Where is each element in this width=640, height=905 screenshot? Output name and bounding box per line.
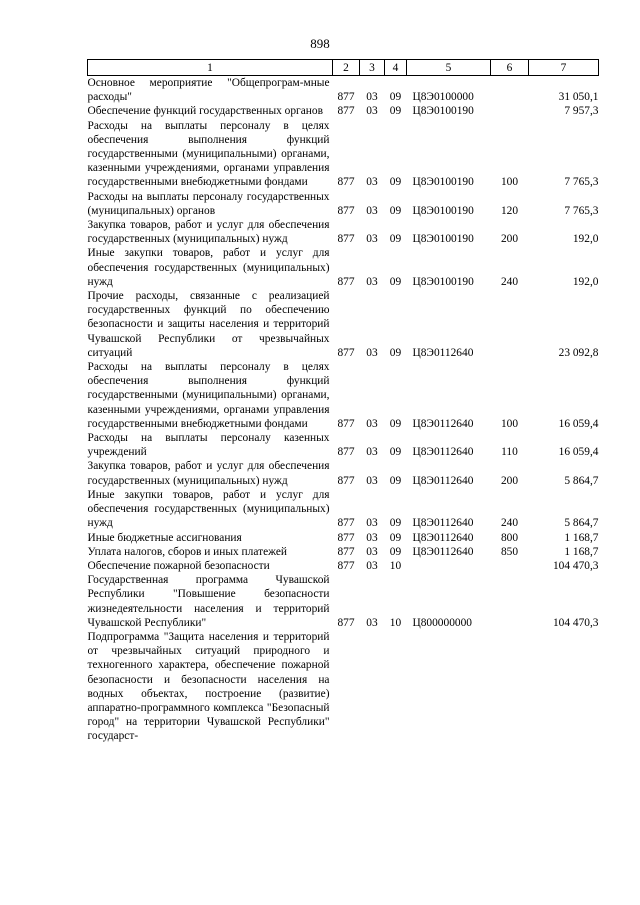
subsection-code-cell: 10 [389,559,402,572]
target-article-code-cell: Ц8Э0112640 [412,474,474,487]
table-row [88,431,599,459]
admin-code-cell: 877 [337,517,355,530]
admin-code-cell: 877 [337,105,355,118]
admin-code-cell: 877 [337,176,355,189]
target-article-code-cell [407,559,491,573]
section-code-cell: 03 [366,545,378,558]
admin-code-cell: 877 [337,417,355,430]
target-article-code-cell: Ц8Э0112640 [412,531,474,544]
page-number: 898 [310,36,330,51]
section-code-cell: 03 [366,346,378,359]
section-code-cell: 03 [366,616,378,629]
column-header: 5 [407,60,491,76]
amount-cell: 31 050,1 [558,91,599,104]
admin-code-cell: 877 [337,545,355,558]
column-header: 6 [491,60,529,76]
expense-type-code-cell [491,573,529,630]
item-name-cell: Расходы на выплаты персоналу государственных (муниципальных) органов [87,190,330,217]
expense-type-code-cell [491,630,529,744]
subsection-code-cell: 09 [389,545,402,558]
section-code-cell: 03 [366,474,378,487]
item-name-cell: Закупка товаров, работ и услуг для обеспечения государственных (муниципальных) нужд [87,460,330,487]
section-code-cell: 03 [366,91,378,104]
target-article-code-cell [407,630,491,744]
admin-code-cell: 877 [337,233,355,246]
section-code-cell: 03 [366,517,378,530]
column-header: 1 [88,60,333,76]
table-row [88,559,599,573]
table-row [88,104,599,118]
column-header: 2 [333,60,360,76]
admin-code-cell: 877 [337,616,355,629]
subsection-code-cell: 10 [389,616,402,629]
amount-cell: 7 765,3 [564,204,599,217]
section-code-cell [360,630,385,744]
amount-cell [529,630,599,744]
subsection-code-cell: 09 [389,517,402,530]
column-header: 3 [360,60,385,76]
admin-code-cell: 877 [337,346,355,359]
target-article-code-cell: Ц8Э0100190 [412,176,474,189]
expense-type-code-cell [491,289,529,360]
expense-type-code-cell: 850 [500,545,519,558]
admin-code-cell: 877 [337,204,355,217]
expense-type-code-cell: 100 [500,176,519,189]
item-name-cell: Обеспечение функций государственных органов [87,105,323,118]
expense-type-code-cell [491,104,529,118]
table-row [88,218,599,246]
section-code-cell: 03 [366,233,378,246]
table-row [88,630,599,744]
admin-code-cell: 877 [337,474,355,487]
amount-cell: 104 470,3 [552,559,599,572]
item-name-cell: Уплата налогов, сборов и иных платежей [87,545,287,558]
subsection-code-cell [385,630,407,744]
table-row [88,119,599,190]
section-code-cell: 03 [366,446,378,459]
admin-code-cell [333,630,360,744]
target-article-code-cell: Ц800000000 [412,616,472,629]
target-article-code-cell: Ц8Э0100190 [412,204,474,217]
expense-type-code-cell: 240 [500,517,519,530]
table-row [88,531,599,545]
table-header-row [88,60,599,76]
budget-table [87,59,599,744]
expense-type-code-cell [491,559,529,573]
amount-cell: 7 957,3 [564,105,599,118]
amount-cell: 16 059,4 [558,446,599,459]
table-row [88,360,599,431]
item-name-cell: Закупка товаров, работ и услуг для обеспечения государственных (муниципальных) нужд [87,219,330,246]
table-body [88,76,599,744]
item-name-cell: Обеспечение пожарной безопасности [87,559,270,572]
section-code-cell: 03 [366,176,378,189]
table-row [88,545,599,559]
item-name-cell: Расходы на выплаты персоналу в целях обеспечения выполнения функций государственными (муниципальными) органами, казенными учреждениями, органами управления государственными внебюджетными фондами [87,119,330,189]
section-code-cell: 03 [366,105,378,118]
target-article-code-cell: Ц8Э0112640 [412,346,474,359]
admin-code-cell: 877 [337,531,355,544]
amount-cell: 5 864,7 [564,517,599,530]
expense-type-code-cell: 200 [500,474,519,487]
expense-type-code-cell: 240 [500,275,519,288]
expense-type-code-cell: 800 [500,531,519,544]
table-row [88,488,599,531]
admin-code-cell: 877 [337,559,355,572]
amount-cell: 192,0 [572,233,599,246]
target-article-code-cell: Ц8Э0112640 [412,417,474,430]
admin-code-cell: 877 [337,91,355,104]
expense-type-code-cell: 110 [501,446,518,459]
item-name-cell: Подпрограмма "Защита населения и территорий от чрезвычайных ситуаций природного и техногенного характера, обеспечение пожарной безопасности и безопасности населения на водных объектах, построение (развитие) аппаратно-программного комплекса "Безопасный город" на территории Чувашской Республики" государст- [87,630,330,743]
subsection-code-cell: 09 [389,474,402,487]
expense-type-code-cell: 120 [500,204,519,217]
subsection-code-cell: 09 [389,105,402,118]
target-article-code-cell: Ц8Э0100190 [412,275,474,288]
subsection-code-cell: 09 [389,446,402,459]
item-name-cell: Государственная программа Чувашской Республики "Повышение безопасности жизнедеятельности населения и территорий Чувашской Республики" [87,574,330,629]
amount-cell: 16 059,4 [558,417,599,430]
expense-type-code-cell [491,76,529,105]
item-name-cell: Основное мероприятие "Общепрограм-мные расходы" [87,77,330,104]
column-header: 7 [529,60,599,76]
section-code-cell: 03 [366,559,378,572]
column-header: 4 [385,60,407,76]
subsection-code-cell: 09 [389,91,402,104]
subsection-code-cell: 09 [389,275,402,288]
expense-type-code-cell: 100 [500,417,519,430]
table-row [88,459,599,487]
item-name-cell: Иные бюджетные ассигнования [87,531,242,544]
target-article-code-cell: Ц8Э0112640 [412,517,474,530]
amount-cell: 23 092,8 [558,346,599,359]
target-article-code-cell: Ц8Э0100000 [412,91,474,104]
target-article-code-cell: Ц8Э0100190 [412,105,474,118]
subsection-code-cell: 09 [389,346,402,359]
expense-type-code-cell: 200 [500,233,519,246]
target-article-code-cell: Ц8Э0100190 [412,233,474,246]
amount-cell: 1 168,7 [564,545,599,558]
amount-cell: 5 864,7 [564,474,599,487]
subsection-code-cell: 09 [389,176,402,189]
amount-cell: 7 765,3 [564,176,599,189]
item-name-cell: Иные закупки товаров, работ и услуг для обеспечения государственных (муниципальных) нужд [87,247,330,288]
amount-cell: 192,0 [572,275,599,288]
admin-code-cell: 877 [337,446,355,459]
item-name-cell: Прочие расходы, связанные с реализацией государственных функций по обеспечению безопасности и защиты населения и территорий Чувашской Республики от чрезвычайных ситуаций [87,290,330,359]
table-row [88,246,599,289]
table-row [88,190,599,218]
subsection-code-cell: 09 [389,204,402,217]
section-code-cell: 03 [366,204,378,217]
item-name-cell: Расходы на выплаты персоналу в целях обеспечения выполнения функций государственными (муниципальными) органами, казенными учреждениями, органами управления государственными внебюджетными фондами [87,361,330,430]
subsection-code-cell: 09 [389,531,402,544]
section-code-cell: 03 [366,275,378,288]
item-name-cell: Иные закупки товаров, работ и услуг для обеспечения государственных (муниципальных) нужд [87,488,330,530]
section-code-cell: 03 [366,531,378,544]
table-row [88,289,599,360]
item-name-cell: Расходы на выплаты персоналу казенных учреждений [87,432,330,459]
subsection-code-cell: 09 [389,417,402,430]
target-article-code-cell: Ц8Э0112640 [412,545,474,558]
admin-code-cell: 877 [337,275,355,288]
target-article-code-cell: Ц8Э0112640 [412,446,474,459]
subsection-code-cell: 09 [389,233,402,246]
amount-cell: 1 168,7 [564,531,599,544]
section-code-cell: 03 [366,417,378,430]
table-row [88,573,599,630]
amount-cell: 104 470,3 [552,616,599,629]
table-row [88,76,599,105]
